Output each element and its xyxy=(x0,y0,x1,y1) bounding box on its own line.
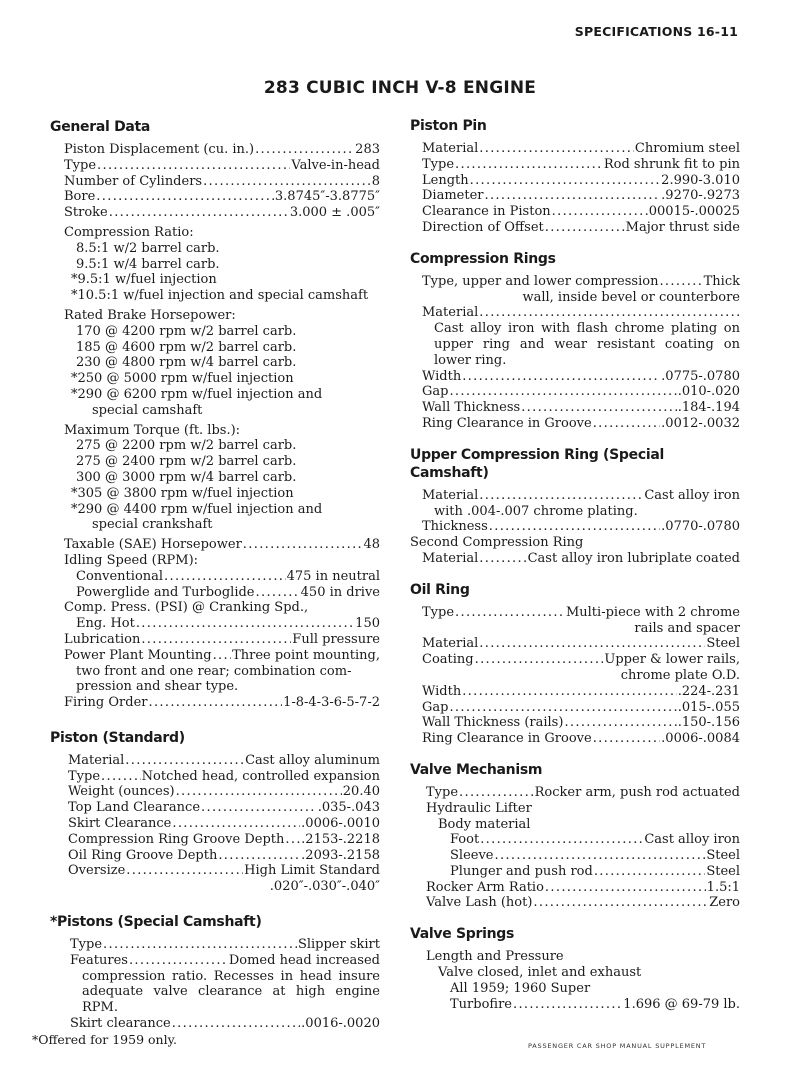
spec-label: Wall Thickness xyxy=(422,400,521,416)
spec-value: Cast alloy aluminum xyxy=(245,752,380,768)
spec-row xyxy=(422,652,740,668)
spec-value: .2093-.2158 xyxy=(301,847,380,863)
horsepower-group xyxy=(64,308,380,419)
spec-row xyxy=(64,632,380,648)
spec-label: Wall Thickness (rails) xyxy=(422,715,564,731)
spec-continuation: chrome plate O.D. xyxy=(620,667,740,683)
spec-row xyxy=(426,785,740,801)
spec-label: Lubrication xyxy=(64,631,141,647)
spec-value: 1-8-4-3-6-5-7-2 xyxy=(283,695,380,711)
spec-value: Steel xyxy=(706,848,740,864)
spec-value: 3.8745″-3.8775″ xyxy=(274,189,380,205)
spec-label: Firing Order xyxy=(64,695,148,711)
spec-value: 2.990-3.010 xyxy=(661,172,740,188)
spec-value: 1.5:1 xyxy=(706,879,740,895)
spec-value: 450 in drive xyxy=(300,584,380,600)
section-title: Piston (Standard) xyxy=(50,729,185,746)
spec-description: Cast alloy iron with flash chrome plating on upper ring and wear resistant coating on lower ring. xyxy=(434,321,740,368)
spec-value: Rod shrunk fit to pin xyxy=(603,156,740,172)
spec-label: Length xyxy=(422,172,469,188)
list-item: special crankshaft xyxy=(92,517,213,533)
spec-value: Major thrust side xyxy=(625,219,740,235)
group-label: Rated Brake Horsepower: xyxy=(64,307,236,323)
spec-value: Notched head, controlled expansion xyxy=(141,768,380,784)
spec-label: Type xyxy=(422,604,455,620)
spec-value: .0775-.0780 xyxy=(661,368,740,384)
running-header: SPECIFICATIONS 16-11 xyxy=(574,24,738,39)
section-piston-pin xyxy=(410,117,740,236)
spec-row xyxy=(68,816,380,832)
page-title: 283 CUBIC INCH V-8 ENGINE xyxy=(263,78,537,98)
spec-label: Ring Clearance in Groove xyxy=(422,415,592,431)
list-item: 8.5:1 w/2 barrel carb. xyxy=(76,240,220,256)
spec-row xyxy=(68,832,380,848)
spec-value: Thick xyxy=(703,273,740,289)
spec-value: .0006-.0084 xyxy=(661,731,740,747)
page-footer: PASSENGER CAR SHOP MANUAL SUPPLEMENT xyxy=(528,1042,707,1050)
section-title: Upper Compression Ring (Special Camshaft) xyxy=(410,446,664,481)
spec-label: Oil Ring Groove Depth xyxy=(68,847,218,863)
spec-value: .224-.231 xyxy=(677,683,740,699)
spec-label: Material xyxy=(422,487,479,503)
spec-label: Eng. Hot xyxy=(76,616,135,632)
spec-row xyxy=(422,715,740,731)
spec-value: .0016-.0020 xyxy=(301,1016,380,1032)
spec-label: Foot xyxy=(450,832,480,848)
spec-value: Rocker arm, push rod actuated xyxy=(534,784,740,800)
spec-row xyxy=(410,488,740,504)
list-item: 230 @ 4800 rpm w/4 barrel carb. xyxy=(76,355,297,371)
spec-label: Direction of Offset xyxy=(422,219,544,235)
section-piston-standard xyxy=(50,729,380,895)
list-item: *290 @ 6200 rpm w/fuel injection and xyxy=(71,386,323,402)
group-label: Length and Pressure xyxy=(426,949,564,965)
section-oil-ring xyxy=(410,581,740,747)
section-valve-springs xyxy=(410,925,740,1012)
spec-row xyxy=(422,369,740,385)
spec-label: Width xyxy=(422,368,462,384)
spec-row xyxy=(64,616,380,632)
spec-row xyxy=(64,537,380,553)
spec-label: Clearance in Piston xyxy=(422,204,551,220)
spec-row xyxy=(426,832,740,848)
list-item: 275 @ 2200 rpm w/2 barrel carb. xyxy=(76,438,297,454)
spec-row xyxy=(68,784,380,800)
spec-continuation: wall, inside bevel or counterbore xyxy=(522,289,740,305)
section-compression-rings xyxy=(410,250,740,432)
list-item: *250 @ 5000 rpm w/fuel injection xyxy=(71,371,294,387)
spec-row xyxy=(70,1016,380,1032)
list-item: *305 @ 3800 rpm w/fuel injection xyxy=(71,485,294,501)
spec-value: Cast alloy iron xyxy=(644,487,740,503)
spec-row xyxy=(422,220,740,236)
list-item: 185 @ 4600 rpm w/2 barrel carb. xyxy=(76,339,297,355)
group-label: Comp. Press. (PSI) @ Cranking Spd., xyxy=(64,600,309,616)
spec-value: Cast alloy iron lubriplate coated xyxy=(527,550,740,566)
spec-label: Skirt clearance xyxy=(70,1016,171,1032)
list-item: *290 @ 4400 rpm w/fuel injection and xyxy=(71,501,323,517)
spec-label: Turbofire xyxy=(450,996,512,1012)
spec-label: Conventional xyxy=(76,568,164,584)
spec-row xyxy=(426,864,740,880)
spec-label: Powerglide and Turboglide xyxy=(76,584,255,600)
spec-label: Features xyxy=(70,952,128,968)
spec-row xyxy=(64,585,380,601)
spec-label: Rocker Arm Ratio xyxy=(426,879,544,895)
compression-ratio-group xyxy=(64,225,380,304)
spec-row xyxy=(422,400,740,416)
list-item: *9.5:1 w/fuel injection xyxy=(71,272,217,288)
spec-continuation: .020″-.030″-.040″ xyxy=(269,879,380,895)
section-title: Valve Springs xyxy=(410,926,515,943)
spec-label: Oversize xyxy=(68,863,126,879)
spec-value: .2153-.2218 xyxy=(301,831,380,847)
spec-value: .150-.156 xyxy=(677,715,740,731)
spec-row xyxy=(64,648,380,664)
spec-value: 48 xyxy=(363,537,380,553)
spec-value: Steel xyxy=(706,863,740,879)
spec-label: Material xyxy=(422,305,479,321)
list-item: 275 @ 2400 rpm w/2 barrel carb. xyxy=(76,454,297,470)
spec-value: Domed head increased xyxy=(228,952,380,968)
spec-label: Gap xyxy=(422,699,449,715)
spec-value: High Limit Standard xyxy=(244,863,380,879)
spec-label: Width xyxy=(422,683,462,699)
spec-value: .00015-.00025 xyxy=(644,204,740,220)
spec-label: Type, upper and lower compression xyxy=(422,273,659,289)
spec-value: .9270-.9273 xyxy=(661,188,740,204)
spec-label: Number of Cylinders xyxy=(64,173,203,189)
spec-value: Slipper skirt xyxy=(297,937,380,953)
section-upper-compression-ring-special xyxy=(410,446,740,567)
spec-value: Valve-in-head xyxy=(291,157,380,173)
spec-value: Zero xyxy=(709,895,740,911)
spec-value: .010-.020 xyxy=(677,384,740,400)
section-valve-mechanism xyxy=(410,761,740,911)
group-label: Maximum Torque (ft. lbs.): xyxy=(64,422,241,438)
spec-label: Bore xyxy=(64,189,96,205)
spec-row xyxy=(422,188,740,204)
spec-row xyxy=(422,700,740,716)
spec-value: Chromium steel xyxy=(634,141,740,156)
spec-label: Gap xyxy=(422,384,449,400)
list-item: special camshaft xyxy=(92,402,203,418)
spec-value: .015-.055 xyxy=(677,699,740,715)
section-general-data xyxy=(50,118,380,711)
group-label: Body material xyxy=(438,816,531,832)
list-item: 300 @ 3000 rpm w/4 barrel carb. xyxy=(76,469,297,485)
spec-label: Top Land Clearance xyxy=(68,800,201,816)
spec-continuation: two front and one rear; combination com- xyxy=(76,663,352,679)
spec-row xyxy=(422,731,740,747)
spec-row xyxy=(64,695,380,711)
spec-row xyxy=(68,863,380,879)
section-title: Compression Rings xyxy=(410,250,556,267)
spec-label: Material xyxy=(422,141,479,156)
group-label: All 1959; 1960 Super xyxy=(450,980,591,996)
group-label: Hydraulic Lifter xyxy=(426,800,532,816)
spec-label: Sleeve xyxy=(450,848,494,864)
spec-value: 475 in neutral xyxy=(286,568,380,584)
spec-value: 283 xyxy=(355,142,380,157)
group-label: Second Compression Ring xyxy=(410,535,584,551)
spec-row xyxy=(422,416,740,432)
spec-label: Ring Clearance in Groove xyxy=(422,731,592,747)
spec-value: 3.000 ± .005″ xyxy=(289,205,380,221)
spec-row xyxy=(422,173,740,189)
spec-label: Diameter xyxy=(422,188,484,204)
spec-row xyxy=(422,636,740,652)
spec-value: 1.696 @ 69-79 lb. xyxy=(623,996,740,1012)
spec-row xyxy=(68,848,380,864)
spec-row xyxy=(64,205,380,221)
spec-value: 150 xyxy=(355,616,380,632)
spec-label: Valve Lash (hot) xyxy=(426,895,533,911)
spec-label: Power Plant Mounting xyxy=(64,647,212,663)
section-title: Valve Mechanism xyxy=(410,761,543,778)
spec-label: Material xyxy=(422,636,479,652)
spec-label: Material xyxy=(422,550,479,566)
spec-row xyxy=(422,141,740,157)
torque-group xyxy=(64,423,380,534)
spec-row xyxy=(422,157,740,173)
spec-value: 8 xyxy=(371,173,380,189)
section-title: Piston Pin xyxy=(410,118,487,134)
spec-row xyxy=(422,684,740,700)
spec-continuation: with .004-.007 chrome plating. xyxy=(434,503,638,519)
spec-value: .0770-.0780 xyxy=(661,519,740,535)
spec-label: Thickness xyxy=(422,519,488,535)
spec-row xyxy=(64,142,380,158)
spec-row xyxy=(426,880,740,896)
spec-value: Three point mounting, xyxy=(232,647,380,663)
left-column xyxy=(50,118,380,1042)
group-label: Valve closed, inlet and exhaust xyxy=(438,965,642,981)
spec-row xyxy=(410,519,740,535)
spec-row xyxy=(68,800,380,816)
spec-value: .035-.043 xyxy=(317,800,380,816)
spec-value: Steel xyxy=(706,636,740,652)
spec-row xyxy=(422,384,740,400)
spec-row xyxy=(422,274,740,290)
spec-label: Type xyxy=(64,157,97,173)
section-title: General Data xyxy=(50,119,151,135)
spec-value: .184-.194 xyxy=(677,400,740,416)
spec-row xyxy=(426,997,740,1013)
list-item: 9.5:1 w/4 barrel carb. xyxy=(76,256,220,272)
spec-label: Taxable (SAE) Horsepower xyxy=(64,537,242,553)
right-column xyxy=(410,117,740,1022)
spec-value: Multi-piece with 2 chrome xyxy=(565,604,740,620)
spec-continuation: compression ratio. Recesses in head insure adequate valve clearance at high engine RPM. xyxy=(82,968,380,1016)
spec-label: Type xyxy=(70,937,103,953)
spec-value: .0006-.0010 xyxy=(301,816,380,832)
spec-continuation: rails and spacer xyxy=(634,620,740,636)
section-title: *Pistons (Special Camshaft) xyxy=(50,914,262,931)
spec-value: Cast alloy iron xyxy=(644,832,740,848)
spec-label: Compression Ring Groove Depth xyxy=(68,831,285,847)
spec-row xyxy=(422,605,740,621)
spec-row xyxy=(64,569,380,585)
spec-value: 20.40 xyxy=(342,784,380,800)
spec-value: Upper & lower rails, xyxy=(604,652,740,668)
spec-continuation: pression and shear type. xyxy=(76,679,239,695)
spec-row xyxy=(64,158,380,174)
spec-row xyxy=(68,753,380,769)
spec-label: Type xyxy=(426,784,459,800)
group-label: Compression Ratio: xyxy=(64,224,194,240)
section-title: Oil Ring xyxy=(410,581,470,598)
spec-label: Weight (ounces) xyxy=(68,784,175,800)
spec-value: .0012-.0032 xyxy=(661,415,740,431)
spec-row xyxy=(426,895,740,911)
spec-label: Type xyxy=(68,768,101,784)
spec-label: Type xyxy=(422,156,455,172)
spec-row xyxy=(70,953,380,969)
spec-row xyxy=(64,189,380,205)
spec-row xyxy=(68,769,380,785)
spec-row xyxy=(64,174,380,190)
spec-row xyxy=(426,848,740,864)
spec-row xyxy=(422,305,740,321)
footnote: *Offered for 1959 only. xyxy=(32,1032,177,1047)
spec-value: Full pressure xyxy=(292,631,380,647)
list-item: *10.5:1 w/fuel injection and special camshaft xyxy=(71,288,369,304)
spec-label: Coating xyxy=(422,652,474,668)
spec-row xyxy=(70,937,380,953)
spec-label: Material xyxy=(68,752,125,768)
spec-row xyxy=(422,204,740,220)
spec-label: Plunger and push rod xyxy=(450,863,593,879)
group-label: Idling Speed (RPM): xyxy=(64,552,199,568)
spec-label: Stroke xyxy=(64,205,108,221)
list-item: 170 @ 4200 rpm w/2 barrel carb. xyxy=(76,323,297,339)
spec-row xyxy=(410,551,740,567)
spec-label: Skirt Clearance xyxy=(68,816,172,832)
section-pistons-special-camshaft xyxy=(50,913,380,1032)
spec-label: Piston Displacement (cu. in.) xyxy=(64,142,255,157)
